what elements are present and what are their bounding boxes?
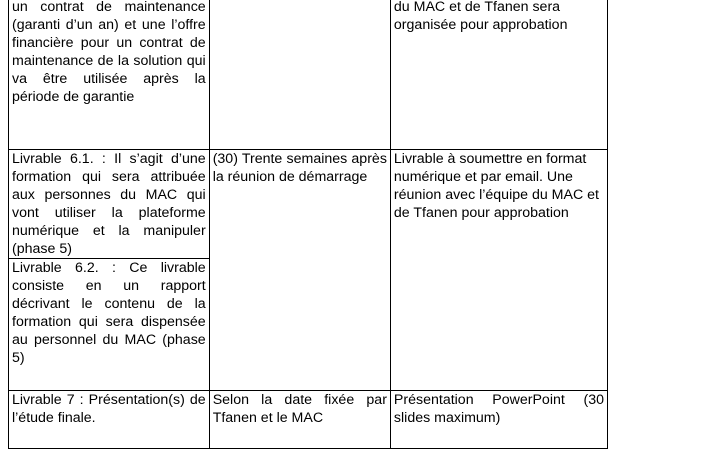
deliverables-table bbox=[8, 0, 608, 449]
table-row bbox=[9, 0, 608, 150]
deliverable-description-cell bbox=[9, 391, 210, 449]
deadline-cell bbox=[209, 150, 390, 391]
cell-text: Livrable 7 : Présentation(s) de l’étude finale. bbox=[12, 392, 206, 426]
cell-text: Livrable 6.1. : Il s’agit d’une formation qui sera attribuée aux personnes du MAC qui vont utiliser la plateforme numérique et la manipuler (phase 5) bbox=[12, 151, 206, 257]
cell-text: Livrable 6.2. : Ce livrable consiste en un rapport décrivant le contenu de la formation qui sera dispensée au personnel du MAC (phase 5) bbox=[12, 260, 206, 366]
cell-text: Selon la date fixée par Tfanen et le MAC bbox=[212, 392, 387, 426]
deadline-cell bbox=[209, 0, 390, 150]
deliverable-description-cell bbox=[9, 0, 210, 150]
cell-text: un contrat de maintenance (garanti d’un an) et une l’offre financière pour un contrat de maintenance de la solution qui va être utilisée après la période de garantie bbox=[12, 0, 206, 105]
deliverable-description-cell bbox=[9, 150, 210, 259]
submission-mode-cell bbox=[390, 150, 607, 391]
submission-mode-cell bbox=[390, 0, 607, 150]
table-row bbox=[9, 150, 608, 259]
cell-text: du MAC et de Tfanen sera organisée pour approbation bbox=[393, 0, 568, 33]
deliverable-description-cell bbox=[9, 259, 210, 391]
cell-text: (30) Trente semaines après la réunion de démarrage bbox=[212, 151, 387, 185]
submission-mode-cell bbox=[390, 391, 607, 449]
cell-text: Présentation PowerPoint (30 slides maximum) bbox=[393, 392, 604, 426]
cell-text: Livrable à soumettre en format numérique et par email. Une réunion avec l’équipe du MAC et de Tfanen pour approbation bbox=[393, 151, 599, 221]
deadline-cell bbox=[209, 391, 390, 449]
table-row bbox=[9, 391, 608, 449]
